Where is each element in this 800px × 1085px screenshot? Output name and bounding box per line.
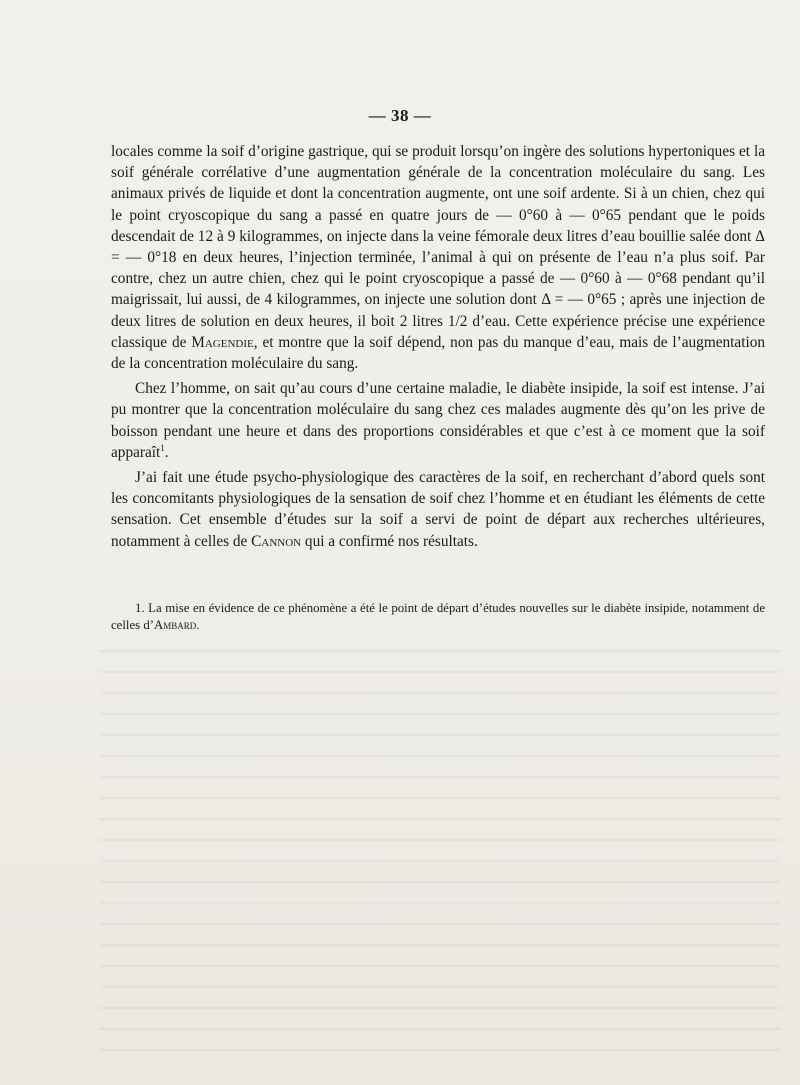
footnote-text: 1. La mise en évidence de ce phénomène a été le point de départ d’études nouvelles sur le diabète insipide, notamment de celles d’ bbox=[111, 601, 765, 632]
footnote bbox=[111, 600, 765, 634]
reverse-side-show-through bbox=[100, 640, 780, 1060]
paragraph-3-text-end: qui a confirmé nos résultats. bbox=[301, 532, 478, 550]
paragraph-1-text-end: , et montre que la soif dépend, non pas du manque d’eau, mais de l’augmentation de la concentration moléculaire du sang. bbox=[111, 333, 765, 373]
paragraph-2-text: Chez l’homme, on sait qu’au cours d’une certaine maladie, le diabète insipide, la soif est intense. J’ai pu montrer que la concentration moléculaire du sang chez ces malades augmente dès qu’on les prive de boisson pendant une heure et dans des proportions considérables et que c’est à ce moment que la soif apparaît bbox=[111, 380, 765, 461]
body-text bbox=[111, 141, 765, 556]
paragraph-3 bbox=[111, 467, 765, 552]
paragraph-1-text: locales comme la soif d’origine gastrique, qui se produit lorsqu’on ingère des solutions hypertoniques et la soif générale corrélative d’une augmentation générale de la concentration moléculaire du sang. Les animaux privés de liquide et dont la concentration augmente, ont une soif ardente. Si à un chien, chez qui le point cryoscopique du sang a passé en quatre jours de — 0°60 à — 0°65 pendant que le poids descendait de 12 à 9 kilogrammes, on injecte dans la veine fémorale deux litres d’eau bouillie salée dont Δ = — 0°18 en deux heures, l’injection terminée, l’animal à qui on présente de l’eau n’a plus soif. Par contre, chez un autre chien, chez qui le point cryoscopique a passé de — 0°60 à — 0°68 pendant qu’il maigrissait, lui aussi, de 4 kilogrammes, on injecte une solution dont Δ = — 0°65 ; après une injection de deux litres de solution en deux heures, il boit 2 litres 1/2 d’eau. Cette expérience précise une expérience classique de bbox=[111, 143, 765, 351]
author-name-cannon: Cannon bbox=[251, 532, 302, 550]
paragraph-1 bbox=[111, 141, 765, 374]
author-name-ambard: Ambard bbox=[154, 618, 197, 632]
page-number: — 38 — bbox=[368, 106, 432, 125]
paragraph-3-text: J’ai fait une étude psycho-physiologique des caractères de la soif, en recherchant d’abord quels sont les concomitants physiologiques de la sensation de soif chez l’homme et en étudiant les éléments de cette sensation. Cet ensemble d’études sur la soif a servi de point de départ aux recherches ultérieures, notamment à celles de bbox=[111, 469, 765, 550]
author-name-magendie: Magendie bbox=[191, 333, 254, 351]
footnote-reference: 1 bbox=[160, 442, 165, 453]
footnote-end: . bbox=[196, 618, 200, 632]
paragraph-2 bbox=[111, 378, 765, 463]
paragraph-2-end: . bbox=[164, 443, 169, 461]
